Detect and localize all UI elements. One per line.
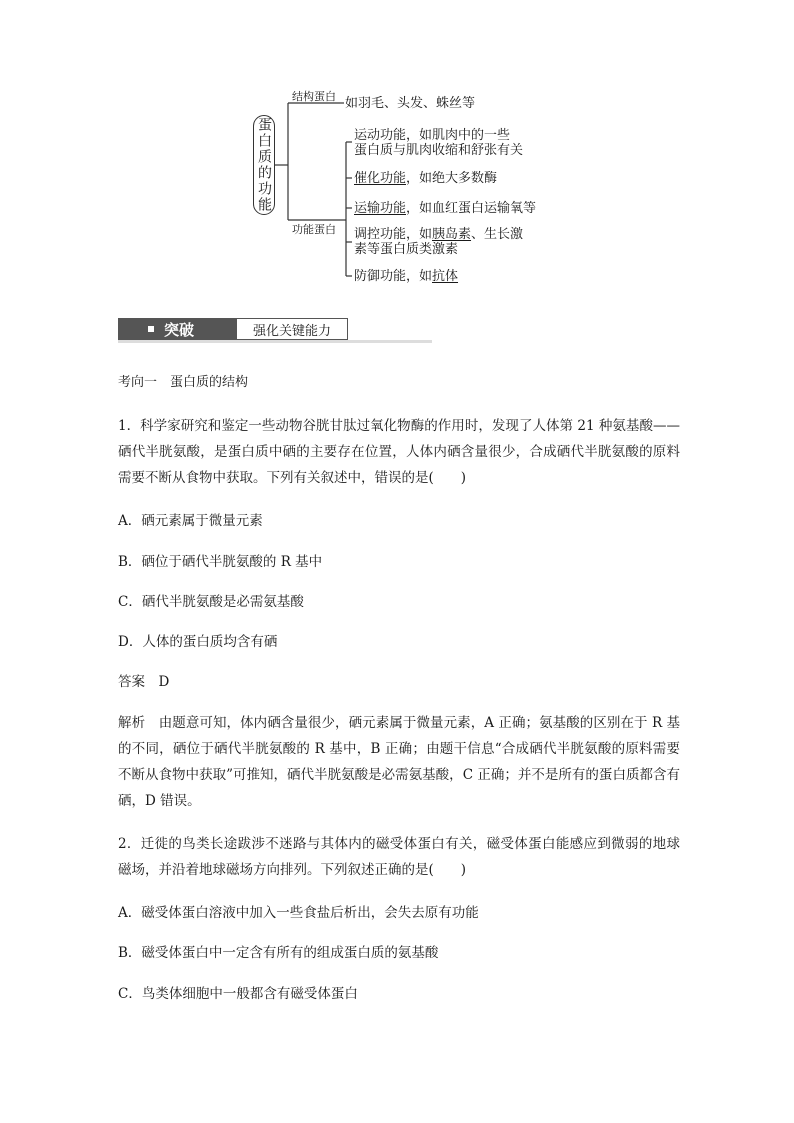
q2-option-c: C．鸟类体细胞中一般都含有磁受体蛋白 (118, 986, 358, 1002)
banner-underline (118, 340, 432, 343)
root-label: 蛋白质的功能 (256, 117, 272, 213)
banner-title: 突破 (164, 320, 195, 339)
defense-term: 抗体 (432, 269, 459, 284)
banner-subtitle: 强化关键能力 (236, 318, 348, 340)
q1-analysis: 解析 由题意可知，体内硒含量很少，硒元素属于微量元素，A 正确；氨基酸的区别在于 R 基的不同，硒位于硒代半胱氨酸的 R 基中，B 正确；由题干信息“合成硒代半胱氨酸的原料需要不断从食物中获取”可推知，硒代半胱氨酸是必需氨基酸，C 正确；并不是所有的蛋白质都含有硒，D 错误。 (118, 715, 680, 809)
q1-option-a: A．硒元素属于微量元素 (118, 513, 263, 529)
function-item-defense (354, 269, 458, 284)
function-item-motor-line2: 蛋白质与肌肉收缩和舒张有关 (354, 143, 524, 158)
q2-option-b: B．磁受体蛋白中一定含有所有的组成蛋白质的氨基酸 (118, 945, 439, 961)
regulation-term: 胰岛素 (432, 227, 472, 242)
section-banner (118, 318, 432, 342)
transport-rest: ，如血红蛋白运输氧等 (406, 201, 537, 216)
function-item-regulation (354, 227, 523, 257)
function-item-catalysis (354, 171, 497, 186)
q1-option-d: D．人体的蛋白质均含有硒 (118, 634, 278, 650)
catalysis-rest: ，如绝大多数酶 (406, 171, 498, 186)
q1-stem: 1．科学家研究和鉴定一些动物谷胱甘肽过氧化物酶的作用时，发现了人体第 21 种氨基酸——硒代半胱氨酸，是蛋白质中硒的主要存在位置，人体内硒含量很少，合成硒代半胱氨酸的原料需要不断从食物中获取。下列有关叙述中，错误的是( ) (118, 418, 680, 486)
diagram-brackets (250, 90, 570, 290)
function-item-motor-line1: 运动功能，如肌肉中的一些 (354, 128, 511, 143)
q2-stem: 2．迁徙的鸟类长途跋涉不迷路与其体内的磁受体蛋白有关，磁受体蛋白能感应到微弱的地球磁场，并沿着地球磁场方向排列。下列叙述正确的是( ) (118, 836, 680, 878)
function-item-transport (354, 201, 536, 216)
defense-pre: 防御功能，如 (354, 269, 433, 284)
branch-functional-label: 功能蛋白 (292, 223, 336, 236)
regulation-rest: 、生长激 (471, 227, 524, 242)
catalysis-term: 催化功能 (354, 171, 407, 186)
q2-option-a: A．磁受体蛋白溶液中加入一些食盐后析出，会失去原有功能 (118, 905, 479, 921)
q1-option-c: C．硒代半胱氨酸是必需氨基酸 (118, 594, 304, 610)
structural-example: 如羽毛、头发、蛛丝等 (345, 96, 476, 111)
root-node (253, 115, 275, 215)
transport-term: 运输功能 (354, 201, 407, 216)
q1-answer: 答案 D (118, 674, 170, 690)
q1-option-b: B．硒位于硒代半胱氨酸的 R 基中 (118, 554, 323, 570)
function-item-motor (354, 128, 523, 158)
regulation-line2: 素等蛋白质类激素 (354, 242, 459, 257)
branch-structural-label: 结构蛋白 (292, 90, 336, 103)
regulation-pre: 调控功能，如 (354, 227, 433, 242)
protein-function-diagram (250, 90, 570, 290)
banner-title-bar (118, 318, 236, 340)
section-heading: 考向一 蛋白质的结构 (118, 375, 249, 390)
square-bullet-icon (148, 326, 154, 332)
